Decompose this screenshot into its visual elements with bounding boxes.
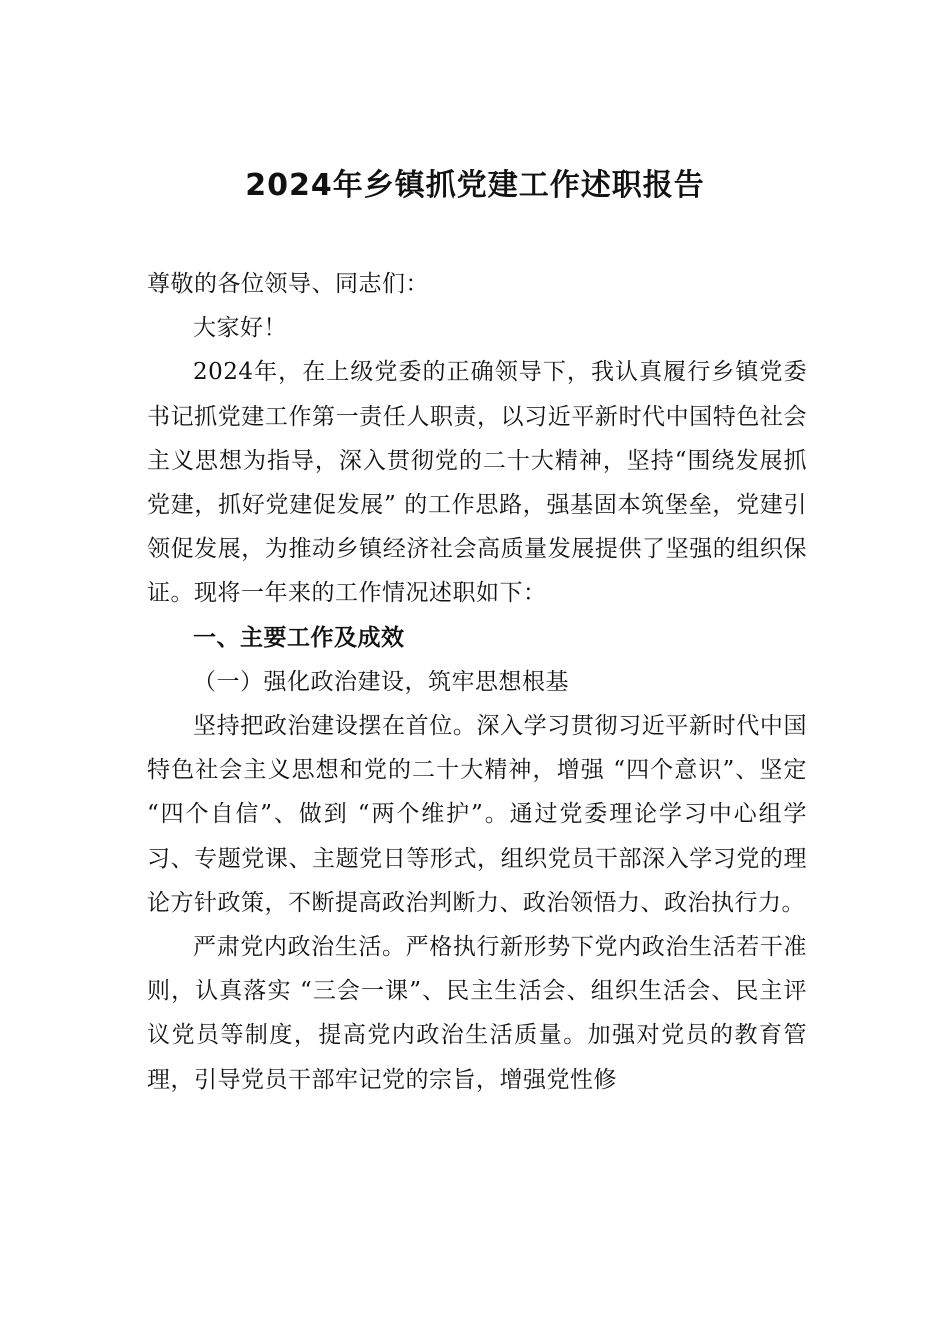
- document-title: 2024年乡镇抓党建工作述职报告: [245, 168, 705, 203]
- document-body: [147, 262, 807, 1102]
- subsection-heading: （一）强化政治建设，筑牢思想根基: [193, 668, 569, 695]
- body-paragraph: 严肃党内政治生活。严格执行新形势下党内政治生活若干准则，认真落实 “三会一课”、民主生活会、组织生活会、民主评议党员等制度，提高党内政治生活质量。加强对党员的教育管理，引导党员干部牢记党的宗旨，增强党性修: [147, 934, 807, 1093]
- body-paragraph: 坚持把政治建设摆在首位。深入学习贯彻习近平新时代中国特色社会主义思想和党的二十大精神，增强 “四个意识”、坚定 “四个自信”、做到 “两个维护”。通过党委理论学习中心组学习、专题党课、主题党日等形式，组织党员干部深入学习党的理论方针政策，不断提高政治判断力、政治领悟力、政治执行力。: [147, 713, 807, 916]
- salutation: 尊敬的各位领导、同志们：: [147, 271, 429, 297]
- intro-paragraph: 2024年，在上级党委的正确领导下，我认真履行乡镇党委书记抓党建工作第一责任人职责，以习近平新时代中国特色社会主义思想为指导，深入贯彻党的二十大精神，坚持“围绕发展抓党建，抓好党建促发展” 的工作思路，强基固本筑堡垒，党建引领促发展，为推动乡镇经济社会高质量发展提供了坚强的组织保证。现将一年来的工作情况述职如下：: [147, 359, 807, 607]
- section-heading: 一、主要工作及成效: [193, 624, 405, 651]
- greeting: 大家好！: [193, 315, 287, 342]
